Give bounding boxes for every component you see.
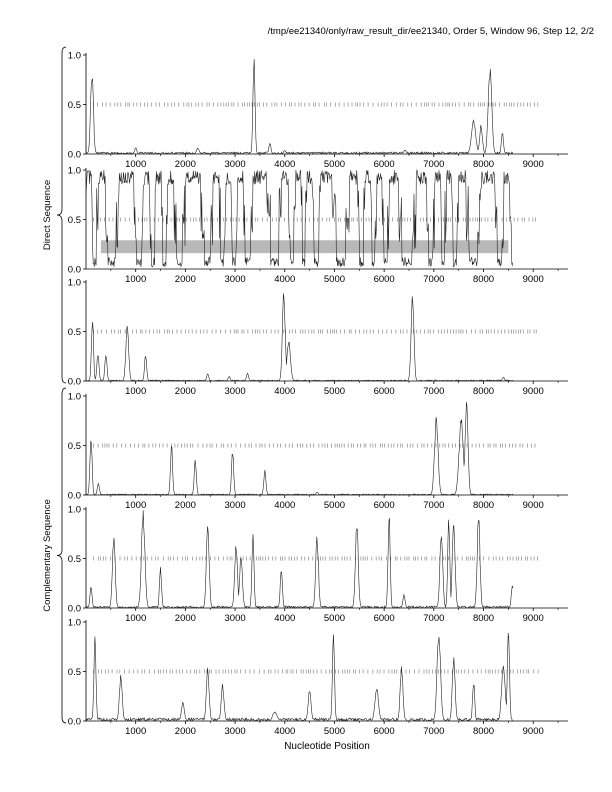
x-tick-label: 2000 [174,613,196,624]
y-tick-label: 0.0 [67,376,81,388]
x-tick-label: 7000 [423,274,445,285]
x-tick-label: 3000 [224,613,246,624]
x-tick-label: 8000 [472,613,495,624]
threshold-marker-row [94,103,538,107]
x-tick-label: 2000 [174,159,196,170]
x-tick-label: 6000 [373,613,395,624]
x-tick-label: 2000 [174,500,196,511]
x-tick-label: 3000 [224,500,246,511]
x-tick-label: 8000 [472,159,495,170]
series-line [86,510,513,608]
x-tick-label: 4000 [274,613,296,624]
x-tick-label: 7000 [423,159,445,170]
x-tick-label: 7000 [423,726,445,737]
x-tick-label: 6000 [373,500,395,511]
x-tick-label: 4000 [274,726,296,737]
x-tick-label: 7000 [423,386,445,397]
threshold-marker-row [94,330,537,334]
x-tick-label: 3000 [224,386,246,397]
x-tick-label: 1000 [125,726,147,737]
group-label: Direct Sequence [42,179,53,251]
threshold-marker-row [94,557,538,561]
threshold-marker-row [94,670,539,674]
series-line [86,293,513,381]
x-tick-label: 9000 [522,274,544,285]
y-tick-label: 0.0 [67,716,81,728]
x-tick-label: 9000 [522,159,544,170]
y-tick-label: 1.0 [67,165,81,177]
x-tick-label: 5000 [323,613,346,624]
x-tick-label: 5000 [323,159,346,170]
series-line [86,59,513,154]
x-tick-label: 6000 [373,159,395,170]
x-tick-label: 2000 [174,726,196,737]
x-tick-label: 5000 [323,500,346,511]
series-line [86,402,513,495]
group-brace [57,47,66,383]
x-tick-label: 7000 [423,613,445,624]
x-tick-label: 5000 [323,726,346,737]
y-tick-label: 1.0 [67,391,81,403]
y-tick-label: 0.5 [67,441,81,452]
x-tick-label: 4000 [274,159,296,170]
x-tick-label: 9000 [522,613,544,624]
x-tick-label: 4000 [274,500,296,511]
x-tick-label: 6000 [373,274,395,285]
threshold-marker-row [94,218,536,222]
series-line [86,633,513,721]
x-tick-label: 5000 [323,386,346,397]
y-tick-label: 0.5 [67,100,81,111]
group-brace [57,388,66,723]
x-tick-label: 4000 [274,274,296,285]
y-tick-label: 0.0 [67,264,81,276]
x-tick-label: 1000 [125,159,147,170]
group-label: Complementary Sequence [42,499,53,612]
x-tick-label: 3000 [224,159,246,170]
x-tick-label: 3000 [224,274,246,285]
x-tick-label: 7000 [423,500,445,511]
x-tick-label: 6000 [373,386,395,397]
x-tick-label: 1000 [125,386,147,397]
x-axis-label: Nucleotide Position [284,741,370,752]
x-tick-label: 3000 [224,726,246,737]
y-tick-label: 0.0 [67,149,81,161]
y-tick-label: 0.0 [67,603,81,615]
x-tick-label: 2000 [174,274,196,285]
y-tick-label: 0.5 [67,215,81,226]
y-tick-label: 1.0 [67,50,81,62]
x-tick-label: 6000 [373,726,395,737]
y-tick-label: 1.0 [67,277,81,289]
x-tick-label: 8000 [472,274,495,285]
y-tick-label: 0.0 [67,490,81,502]
x-tick-label: 2000 [174,386,196,397]
x-tick-label: 8000 [472,500,495,511]
x-tick-label: 1000 [125,274,147,285]
y-tick-label: 1.0 [67,617,81,629]
x-tick-label: 9000 [522,386,544,397]
x-tick-label: 4000 [274,386,296,397]
x-tick-label: 9000 [522,726,544,737]
threshold-marker-row [94,444,536,448]
y-tick-label: 1.0 [67,504,81,516]
x-tick-label: 5000 [323,274,346,285]
x-tick-label: 1000 [125,500,147,511]
x-tick-label: 9000 [522,500,544,511]
page-title: /tmp/ee21340/only/raw_result_dir/ee21340, Order 5, Window 96, Step 12, 2/2 [267,26,594,37]
y-tick-label: 0.5 [67,667,81,678]
x-tick-label: 8000 [472,386,495,397]
y-tick-label: 0.5 [67,327,81,338]
y-tick-label: 0.5 [67,554,81,565]
x-tick-label: 1000 [125,613,147,624]
x-tick-label: 8000 [472,726,495,737]
